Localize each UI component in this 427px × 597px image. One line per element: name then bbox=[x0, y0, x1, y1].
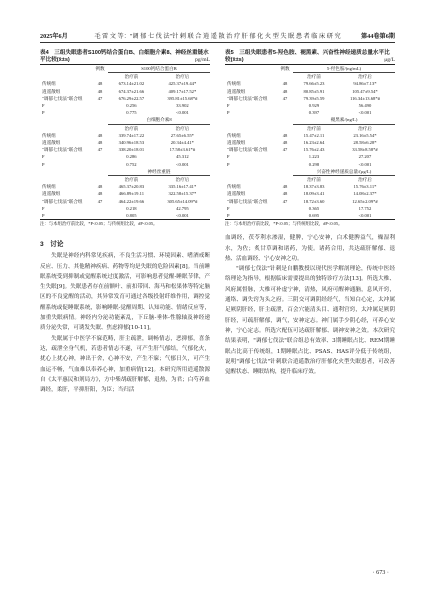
before-cell: 16.23±2.64 bbox=[303, 140, 325, 146]
table-row bbox=[225, 161, 395, 168]
group-cell: F bbox=[42, 205, 45, 211]
after-cell: 12.65±2.09*# bbox=[352, 198, 378, 204]
n-cell: 48 bbox=[282, 191, 288, 197]
table-row bbox=[40, 146, 210, 153]
after-cell: 42.795 bbox=[176, 205, 189, 211]
table-row bbox=[40, 205, 210, 212]
header-rule bbox=[40, 42, 395, 43]
table5-caption: 表5 三组失眠患者5-羟色胺、褪黑素、兴奋性神经递质总量水平比较(x̄±s) μg/L bbox=[225, 50, 395, 63]
n-cell bbox=[92, 212, 108, 220]
col-before: 治疗前 bbox=[307, 177, 321, 183]
table5 bbox=[225, 64, 395, 220]
col-after: 治疗后 bbox=[358, 177, 372, 183]
group-cell: "调郁七伐法"联合组 bbox=[42, 198, 83, 204]
n-cell: 47 bbox=[97, 147, 103, 153]
table4-caption: 表4 三组失眠患者S100钙结合蛋白B、白细胞介素8、神经丝重链水平比较(x̄±s) pg/mL bbox=[40, 50, 210, 63]
n-cell: 48 bbox=[97, 184, 103, 190]
n-cell bbox=[92, 161, 108, 168]
n-cell bbox=[92, 153, 108, 160]
after-cell: 27.65±6.55* bbox=[170, 132, 194, 138]
table-row bbox=[40, 95, 210, 102]
blank-cell bbox=[277, 116, 293, 124]
table-row bbox=[225, 80, 395, 87]
n-cell bbox=[277, 212, 293, 220]
group-cell: 传统组 bbox=[42, 132, 56, 138]
before-cell: 0.695 bbox=[293, 212, 335, 220]
after-cell: 28.58±6.28* bbox=[353, 140, 377, 146]
before-cell: 673.14±21.02 bbox=[118, 81, 145, 87]
n-cell: 48 bbox=[282, 184, 288, 190]
before-cell: 340.96±18.53 bbox=[118, 140, 145, 146]
block-title: 褪黑素/(ng/L) bbox=[293, 116, 395, 124]
group-cell: P bbox=[42, 161, 45, 167]
group-cell: "调郁七伐法"联合组 bbox=[227, 147, 268, 153]
n-cell: 48 bbox=[97, 140, 103, 146]
column-header-row bbox=[225, 73, 395, 81]
before-cell: 18.09±3.41 bbox=[303, 191, 325, 197]
after-cell: 94.86±7.13* bbox=[353, 81, 377, 87]
column-header-row bbox=[40, 73, 210, 81]
group-cell: F bbox=[42, 103, 45, 109]
after-cell: 425.37±19.44* bbox=[168, 81, 197, 87]
column-header-row bbox=[40, 176, 210, 184]
group-cell: P bbox=[227, 161, 230, 167]
col-before: 治疗前 bbox=[124, 177, 139, 183]
group-cell: P bbox=[225, 212, 277, 220]
table-row bbox=[225, 102, 395, 109]
group-cell: P bbox=[227, 110, 230, 116]
before-cell: 0.286 bbox=[126, 154, 137, 160]
group-cell: P bbox=[42, 110, 45, 116]
group-cell: 传统组 bbox=[227, 81, 241, 87]
col-after: 治疗后 bbox=[175, 177, 190, 183]
group-cell: 逍遥散组 bbox=[42, 191, 61, 197]
n-cell: 47 bbox=[282, 147, 288, 153]
before-cell: 464.22±19.66 bbox=[118, 198, 145, 204]
n-cell: 48 bbox=[97, 191, 103, 197]
n-cell bbox=[92, 109, 108, 116]
after-cell: 17.58±3.61*# bbox=[169, 147, 196, 153]
left-column bbox=[40, 50, 210, 395]
block-title: 兴奋性神经递质总量/(μg/L) bbox=[293, 168, 395, 176]
table-row bbox=[40, 88, 210, 95]
blank-cell bbox=[277, 168, 293, 176]
n-cell: 48 bbox=[97, 81, 103, 87]
n-cell bbox=[277, 109, 293, 116]
n-cell: 47 bbox=[282, 95, 288, 101]
col-n: 例数 bbox=[277, 65, 293, 73]
block-title-row bbox=[40, 65, 210, 73]
before-cell: 79.39±5.59 bbox=[303, 95, 325, 101]
after-cell: 15.76±3.11* bbox=[353, 184, 377, 190]
group-cell: 逍遥散组 bbox=[42, 88, 61, 94]
block-title: 5-羟色胺/(ng/mL) bbox=[293, 65, 395, 73]
after-cell: 105.47±9.54* bbox=[352, 88, 378, 94]
table-row bbox=[225, 109, 395, 116]
before-cell: 18.37±3.83 bbox=[303, 184, 325, 190]
header-date: 2025年6月 bbox=[40, 33, 68, 40]
after-cell: 395.81±15.68*# bbox=[167, 95, 198, 101]
block-title-row bbox=[40, 168, 210, 176]
group-cell: P bbox=[40, 212, 92, 220]
group-cell: 逍遥散组 bbox=[227, 140, 246, 146]
before-cell: 80.85±5.91 bbox=[303, 88, 325, 94]
before-cell: 674.37±21.66 bbox=[118, 88, 145, 94]
group-cell: 传统组 bbox=[42, 184, 56, 190]
before-cell: 0.256 bbox=[126, 103, 137, 109]
before-cell: 0.397 bbox=[308, 110, 320, 116]
blank-cell bbox=[40, 73, 92, 81]
n-cell: 48 bbox=[282, 140, 288, 146]
table4-unit: pg/mL bbox=[195, 57, 210, 63]
table-row bbox=[40, 161, 210, 168]
n-cell: 47 bbox=[97, 95, 103, 101]
before-cell: 339.74±17.22 bbox=[118, 132, 145, 138]
blank-cell bbox=[92, 116, 108, 124]
n-cell: 47 bbox=[282, 198, 288, 204]
table-row bbox=[225, 153, 395, 160]
group-cell: 传统组 bbox=[42, 81, 56, 87]
table-row bbox=[225, 198, 395, 205]
after-cell: 20.34±4.41* bbox=[170, 140, 194, 146]
right-column bbox=[225, 50, 395, 377]
blank-cell bbox=[40, 116, 92, 124]
blank-cell bbox=[225, 124, 277, 132]
col-before: 治疗前 bbox=[124, 74, 139, 80]
after-cell: 17.752 bbox=[358, 205, 372, 211]
table-row bbox=[40, 132, 210, 139]
table-row bbox=[40, 102, 210, 109]
n-cell: 48 bbox=[97, 132, 103, 138]
after-cell: 45.312 bbox=[176, 154, 189, 160]
block-title: 神经丝重链 bbox=[108, 168, 210, 176]
after-cell: 322.58±15.37* bbox=[168, 191, 197, 197]
table-row bbox=[40, 198, 210, 205]
table5-note: 注：与本组治疗前比较，*P<0.05；与传统组比较，#P<0.05。 bbox=[225, 221, 343, 227]
before-cell: 676.29±22.57 bbox=[118, 95, 145, 101]
discussion-paragraph-3: "调郁七伐法"针刺是自鹏教授以现代医学解剖理论，传统中医经络理论为指导，根据临床需要提出的独特诊疗方法[13]。所选大椎、风府属督脉，大椎可补虚宁神，清热，风府可醒神通脑，息风开窍，通络、调失窍为头之府。三阴交可调阴经经气，当知白心定，太冲属足厥阴肝经，肝主疏泄，百会穴能清头目、通利官窍，太冲属足厥阴肝经，可疏肝解郁，调气，安神定志。神门属手少阴心经，可养心安神，宁心定志。所选穴配伍可达疏肝解郁、调神安神之效。本次研究结果表明，"调郁七伐法"联合组总有效率、3期睡眠占比、REM期睡眠占比高于传统组，1期睡眠占比、PSAS、HAS评分低于传统组，说明"调郁七伐法"针刺联合逍遥散治疗肝郁化火型失眠患者，可改善觉醒状态、睡眠结构，提升临床疗效。 bbox=[225, 266, 395, 376]
after-cell: <0.001 bbox=[175, 161, 189, 167]
group-cell: "调郁七伐法"联合组 bbox=[227, 198, 268, 204]
after-cell: <0.001 bbox=[155, 212, 210, 220]
blank-cell bbox=[40, 168, 92, 176]
col-after: 治疗后 bbox=[358, 74, 372, 80]
section-heading: 3 讨论 bbox=[40, 241, 64, 249]
blank-cell bbox=[92, 73, 108, 81]
table-row bbox=[40, 139, 210, 146]
group-cell: 逍遥散组 bbox=[227, 191, 246, 197]
before-cell: 79.66±5.23 bbox=[303, 81, 325, 87]
group-cell: 传统组 bbox=[227, 184, 241, 190]
group-cell: F bbox=[227, 103, 230, 109]
after-cell: 33.58±8.58*# bbox=[352, 147, 378, 153]
before-cell: 18.72±3.60 bbox=[303, 198, 325, 204]
header-title: 毛 雷 文 等："调 郁 七 伐 法"针 刺 联 合 逍 遥 散 治 疗 肝 郁 化 火 型 失 眠 患 者 临 床 研 究 bbox=[94, 33, 341, 40]
blank-cell bbox=[277, 176, 293, 184]
after-cell: <0.001 bbox=[335, 212, 395, 220]
before-cell: 466.89±19.11 bbox=[118, 191, 145, 197]
n-cell bbox=[92, 205, 108, 212]
after-cell: 27.207 bbox=[358, 154, 372, 160]
before-cell: 0.752 bbox=[126, 161, 137, 167]
blank-cell bbox=[92, 176, 108, 184]
block-title-row bbox=[225, 168, 395, 176]
after-cell: <0.001 bbox=[175, 110, 189, 116]
discussion-paragraph-1: 失眠是神经内科常见疾病，不良生活习惯、环境因素、嗜酒戒断反应、压力、其他精神疾病、药物等均是失眠的危险因素[8]。当前睡眠系统受到抑制或觉醒系统过度激活，可影响患者觉醒-睡眠节律，产生失眠[9]。失眠患者存在前额叶、前扣带回、海马和松果体等特定脑区的不良觉醒的活动，其异常发育可通过各级投射纤维作用，调控觉醒系统或促睡眠系统，影响睡眠-觉醒周期、认知功能、情绪反应等，加重失眠病情。神经内分泌功能紊乱，下丘脑-垂体-性腺轴及神经递质分泌失常，可诱发失眠、焦虑抑郁[10-11]。 bbox=[40, 253, 210, 332]
n-cell bbox=[277, 161, 293, 168]
group-cell: 传统组 bbox=[227, 132, 241, 138]
block-title-row bbox=[225, 116, 395, 124]
blank-cell bbox=[225, 65, 277, 73]
table-row bbox=[225, 205, 395, 212]
n-cell bbox=[277, 102, 293, 109]
table5-unit: μg/L bbox=[384, 57, 395, 63]
discussion-paragraph-2: 失眠属于中医学不寐范畴，肝主疏泄，调畅情志，恶抑郁，喜条达，疏泄全身气机，若患者情志不遂，可产生肝气郁结，气郁化火，扰心上扰心神，神出于舍，心神不安，产生不寐；气郁日久，可产生血运不畅，气血难以奉养心神，加重病情[12]。本研究所用逍遥散源自《太平惠民和剂局方》，方中柴胡疏肝解郁，退热，为君；白芍养血调经，柔肝，平抑肝阳，为臣；当归活 bbox=[40, 335, 210, 394]
block-title: S100钙结合蛋白B bbox=[108, 65, 210, 73]
blank-cell bbox=[225, 168, 277, 176]
after-cell: 409.17±17.52* bbox=[168, 88, 197, 94]
after-cell: 33.902 bbox=[176, 103, 189, 109]
blank-cell bbox=[92, 124, 108, 132]
before-cell: 338.20±18.01 bbox=[118, 147, 145, 153]
before-cell: 15.76±2.43 bbox=[303, 147, 325, 153]
table-row bbox=[40, 183, 210, 190]
blank-cell bbox=[40, 124, 92, 132]
group-cell: F bbox=[42, 154, 45, 160]
before-cell: 1.223 bbox=[308, 154, 320, 160]
before-cell: 465.37±20.83 bbox=[118, 184, 145, 190]
before-cell: 0.929 bbox=[308, 103, 320, 109]
blank-cell bbox=[40, 176, 92, 184]
n-cell: 48 bbox=[282, 132, 288, 138]
after-cell: <0.001 bbox=[358, 161, 372, 167]
before-cell: 0.298 bbox=[308, 161, 320, 167]
col-before: 治疗前 bbox=[307, 74, 321, 80]
table-row bbox=[40, 190, 210, 197]
col-after: 治疗后 bbox=[175, 125, 190, 131]
col-after: 治疗后 bbox=[175, 74, 190, 80]
blank-cell bbox=[225, 116, 277, 124]
after-cell: 56.490 bbox=[358, 103, 372, 109]
blank-cell bbox=[277, 73, 293, 81]
blank-cell bbox=[225, 73, 277, 81]
before-cell: 0.218 bbox=[126, 205, 137, 211]
col-n: 例数 bbox=[92, 65, 108, 73]
table4-note: 注：与本组治疗前比较，*P<0.05；与传统组比较，#P<0.05。 bbox=[40, 221, 158, 227]
table-row bbox=[225, 95, 395, 102]
column-header-row bbox=[225, 176, 395, 184]
table4 bbox=[40, 64, 210, 220]
table-row bbox=[225, 139, 395, 146]
page-number: · 673 · bbox=[372, 569, 389, 576]
after-cell: 335.16±17.41* bbox=[168, 184, 197, 190]
discussion-continuation: 血调经，茯苓利水渗湿，健脾，宁心安神，白术健脾益气，燥湿利水，为佐；炙甘草调和诸药，为使。诸药合用，共达疏肝解郁、退热、活血调经、宁心安神之功。 bbox=[225, 235, 395, 262]
col-before: 治疗前 bbox=[307, 125, 321, 131]
table-row bbox=[225, 132, 395, 139]
table-row bbox=[40, 80, 210, 87]
running-header bbox=[40, 30, 395, 42]
group-cell: 逍遥散组 bbox=[227, 88, 246, 94]
column-header-row bbox=[225, 124, 395, 132]
after-cell: 14.08±2.37* bbox=[353, 191, 377, 197]
col-before: 治疗前 bbox=[124, 125, 139, 131]
header-volume: 第44卷第6期 bbox=[360, 33, 395, 40]
before-cell: 15.47±2.11 bbox=[303, 132, 325, 138]
group-cell: F bbox=[227, 205, 230, 211]
blank-cell bbox=[92, 168, 108, 176]
table-row bbox=[225, 183, 395, 190]
table-row bbox=[225, 146, 395, 153]
before-cell: 0.805 bbox=[108, 212, 155, 220]
blank-cell bbox=[40, 65, 92, 73]
after-cell: 23.16±5.54* bbox=[353, 132, 377, 138]
col-after: 治疗后 bbox=[358, 125, 372, 131]
column-header-row bbox=[40, 124, 210, 132]
n-cell bbox=[92, 102, 108, 109]
group-cell: 逍遥散组 bbox=[42, 140, 61, 146]
block-title-row bbox=[225, 65, 395, 73]
group-cell: "调郁七伐法"联合组 bbox=[42, 147, 83, 153]
n-cell bbox=[277, 205, 293, 212]
table-row bbox=[225, 212, 395, 220]
before-cell: 0.365 bbox=[308, 205, 320, 211]
n-cell: 47 bbox=[97, 198, 103, 204]
block-title: 白细胞介素8 bbox=[108, 116, 210, 124]
after-cell: <0.001 bbox=[358, 110, 372, 116]
table-row bbox=[225, 190, 395, 197]
n-cell: 48 bbox=[282, 81, 288, 87]
block-title-row bbox=[40, 116, 210, 124]
n-cell: 48 bbox=[282, 88, 288, 94]
n-cell: 48 bbox=[97, 88, 103, 94]
before-cell: 0.775 bbox=[126, 110, 137, 116]
group-cell: "调郁七伐法"联合组 bbox=[42, 95, 83, 101]
after-cell: 305.65±14.09*# bbox=[167, 198, 198, 204]
blank-cell bbox=[277, 124, 293, 132]
table-row bbox=[40, 153, 210, 160]
group-cell: F bbox=[227, 154, 230, 160]
blank-cell bbox=[225, 176, 277, 184]
table-row bbox=[40, 109, 210, 116]
after-cell: 116.34±13.68*# bbox=[350, 95, 380, 101]
table-row bbox=[225, 88, 395, 95]
n-cell bbox=[277, 153, 293, 160]
group-cell: "调郁七伐法"联合组 bbox=[227, 95, 268, 101]
table-row bbox=[40, 212, 210, 220]
